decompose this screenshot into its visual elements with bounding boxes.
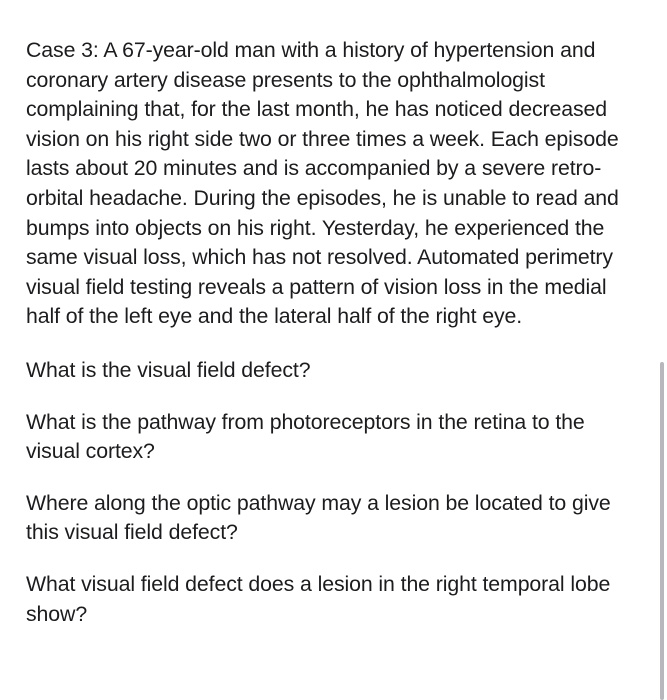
case-description: Case 3: A 67-year-old man with a history of hypertension and coronary artery disease presents to the ophthalmologist complaining that, for the last month, he has noticed decreased vision on his right side two or three times a week. Each episode lasts about 20 minutes and is accompanied by a severe retro-orbital headache. During the episodes, he is unable to read and bumps into objects on his right. Yesterday, he experienced the same visual loss, which has not resolved. Automated perimetry visual field testing reveals a pattern of vision loss in the medial half of the left eye and the lateral half of the right eye. — [26, 38, 619, 329]
question-lesion-location: Where along the optic pathway may a lesion be located to give this visual field defect? — [26, 490, 611, 545]
question-visual-pathway: What is the pathway from photoreceptors in the retina to the visual cortex? — [26, 409, 585, 464]
question-visual-field-defect: What is the visual field defect? — [26, 357, 311, 382]
vertical-scrollbar[interactable] — [660, 362, 664, 700]
question-temporal-lobe-lesion: What visual field defect does a lesion in the right temporal lobe show? — [26, 571, 611, 626]
document-body — [26, 36, 641, 629]
